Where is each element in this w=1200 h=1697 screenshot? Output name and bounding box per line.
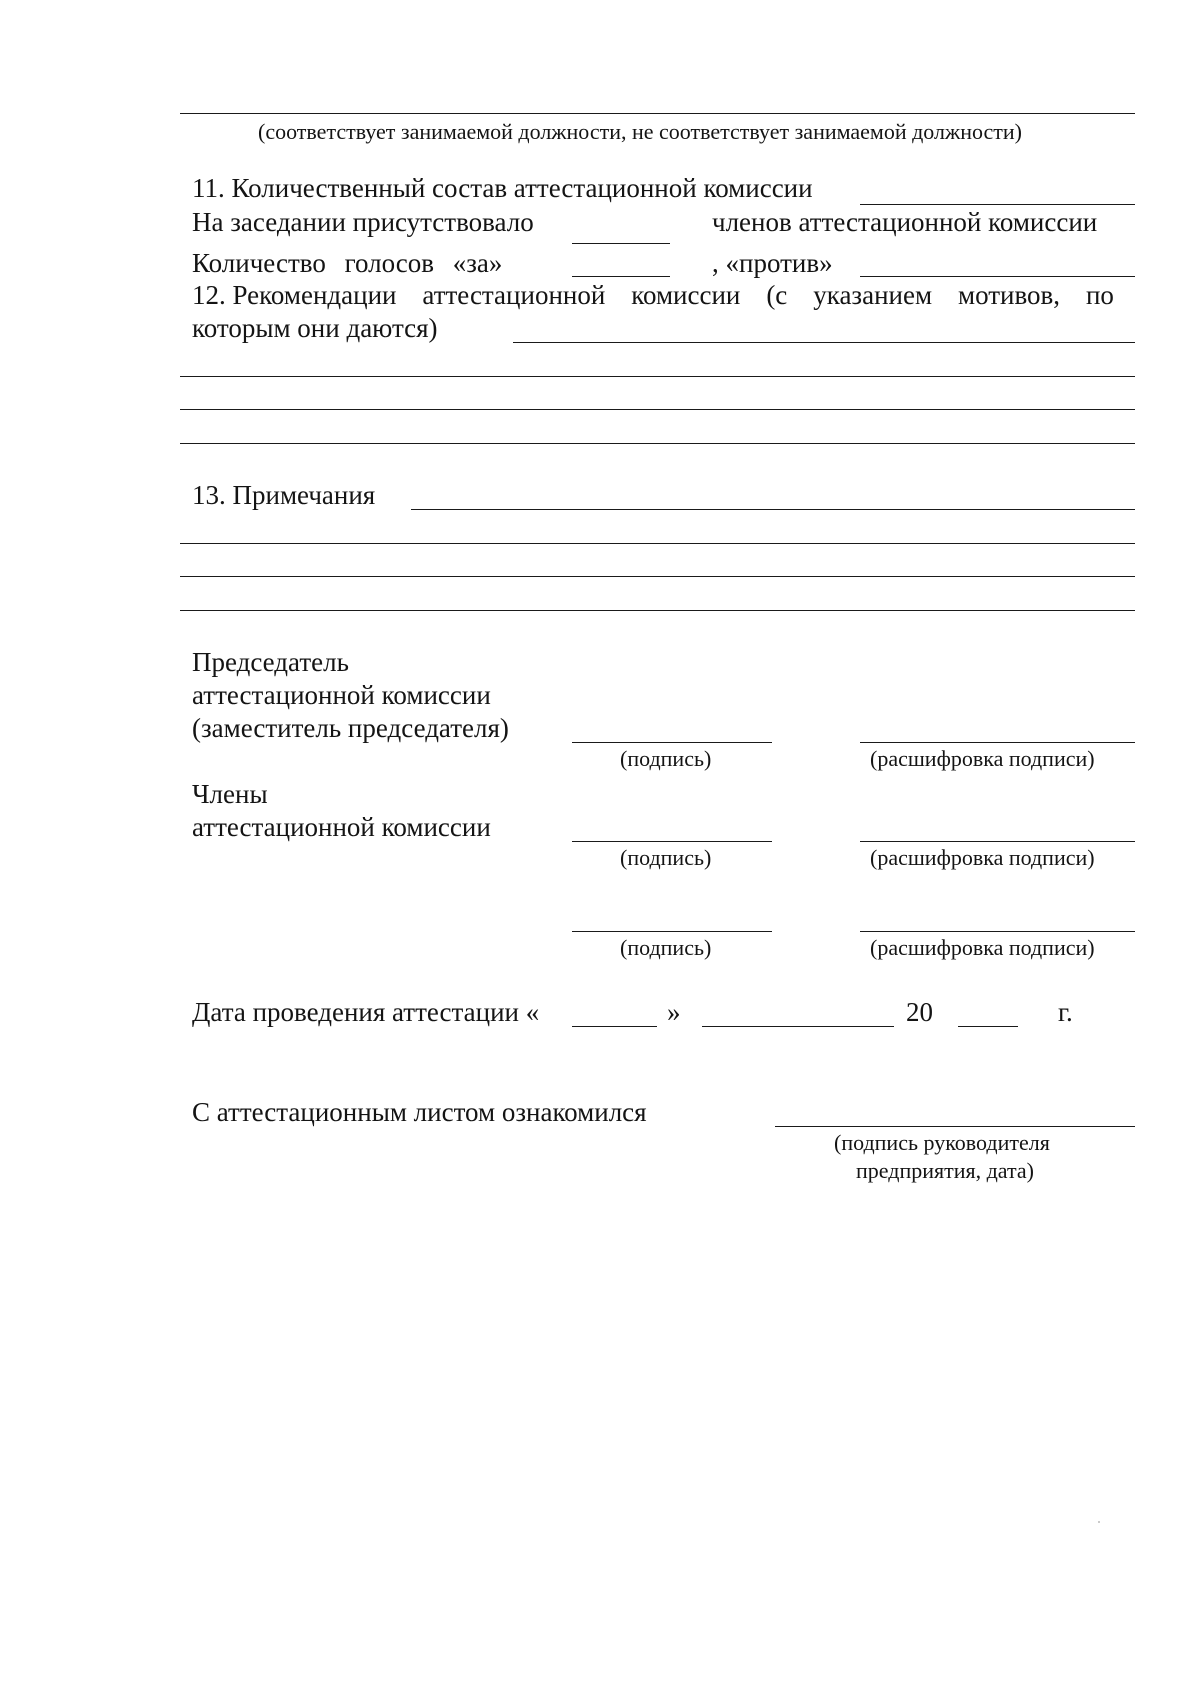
date-year-suffix: г. — [1058, 997, 1073, 1027]
section-12-title-continued: которым они даются) — [192, 313, 438, 343]
signature-caption: (подпись) — [620, 746, 712, 771]
present-members-label: членов аттестационной комиссии — [712, 207, 1098, 237]
acknowledgement-caption: предприятия, дата) — [856, 1158, 1034, 1183]
chairman-decode-field[interactable] — [860, 742, 1135, 743]
member-decode-field[interactable] — [860, 841, 1135, 842]
chairman-label: Председатель — [192, 647, 349, 677]
chairman-signature-field[interactable] — [572, 742, 772, 743]
commission-size-field[interactable] — [860, 204, 1135, 205]
votes-for-label: Количество голосов «за» — [192, 248, 503, 278]
position-conformity-caption: (соответствует занимаемой должности, не соответствует занимаемой должности) — [258, 119, 1022, 144]
date-close-quote: » — [667, 997, 681, 1027]
votes-for-field[interactable] — [572, 276, 670, 277]
member-signature-field[interactable] — [572, 841, 772, 842]
signature-caption: (подпись) — [620, 935, 712, 960]
notes-field-line[interactable] — [180, 543, 1135, 544]
members-label: Члены — [192, 779, 268, 809]
chairman-label: (заместитель председателя) — [192, 713, 509, 743]
member-signature-field[interactable] — [572, 931, 772, 932]
attestation-date-label: Дата проведения аттестации « — [192, 997, 540, 1027]
date-century: 20 — [906, 997, 933, 1027]
scan-speck — [1098, 1521, 1100, 1523]
present-count-field[interactable] — [572, 243, 670, 244]
decode-caption: (расшифровка подписи) — [870, 845, 1095, 870]
signature-caption: (подпись) — [620, 845, 712, 870]
acknowledgement-caption: (подпись руководителя — [834, 1130, 1050, 1155]
header-rule — [180, 113, 1135, 114]
decode-caption: (расшифровка подписи) — [870, 746, 1095, 771]
section-11-title: 11. Количественный состав аттестационной комиссии — [192, 173, 813, 203]
section-12-word: указанием — [813, 280, 933, 310]
recommendations-field-line[interactable] — [180, 376, 1135, 377]
votes-against-label: , «против» — [712, 248, 833, 278]
date-day-field[interactable] — [572, 1026, 657, 1027]
acknowledgement-label: С аттестационным листом ознакомился — [192, 1097, 647, 1127]
decode-caption: (расшифровка подписи) — [870, 935, 1095, 960]
recommendations-field-line[interactable] — [180, 409, 1135, 410]
section-12-word: (с — [766, 280, 788, 310]
members-label: аттестационной комиссии — [192, 812, 491, 842]
recommendations-field-line[interactable] — [180, 443, 1135, 444]
votes-against-field[interactable] — [860, 276, 1135, 277]
member-decode-field[interactable] — [860, 931, 1135, 932]
section-12-word: комиссии — [631, 280, 741, 310]
notes-field-line[interactable] — [180, 610, 1135, 611]
section-12-word: 12. Рекомендации — [192, 280, 397, 310]
section-12-word: мотивов, — [957, 280, 1061, 310]
notes-field-line[interactable] — [411, 509, 1135, 510]
section-12-word: по — [1085, 280, 1114, 310]
section-12-title — [192, 282, 1114, 309]
section-13-title: 13. Примечания — [192, 480, 376, 510]
notes-field-line[interactable] — [180, 576, 1135, 577]
present-label: На заседании присутствовало — [192, 207, 534, 237]
acknowledgement-signature-field[interactable] — [775, 1126, 1135, 1127]
section-12-word: аттестационной — [422, 280, 606, 310]
date-year-field[interactable] — [958, 1026, 1018, 1027]
chairman-label: аттестационной комиссии — [192, 680, 491, 710]
recommendations-field-line[interactable] — [513, 342, 1135, 343]
date-month-field[interactable] — [702, 1026, 894, 1027]
